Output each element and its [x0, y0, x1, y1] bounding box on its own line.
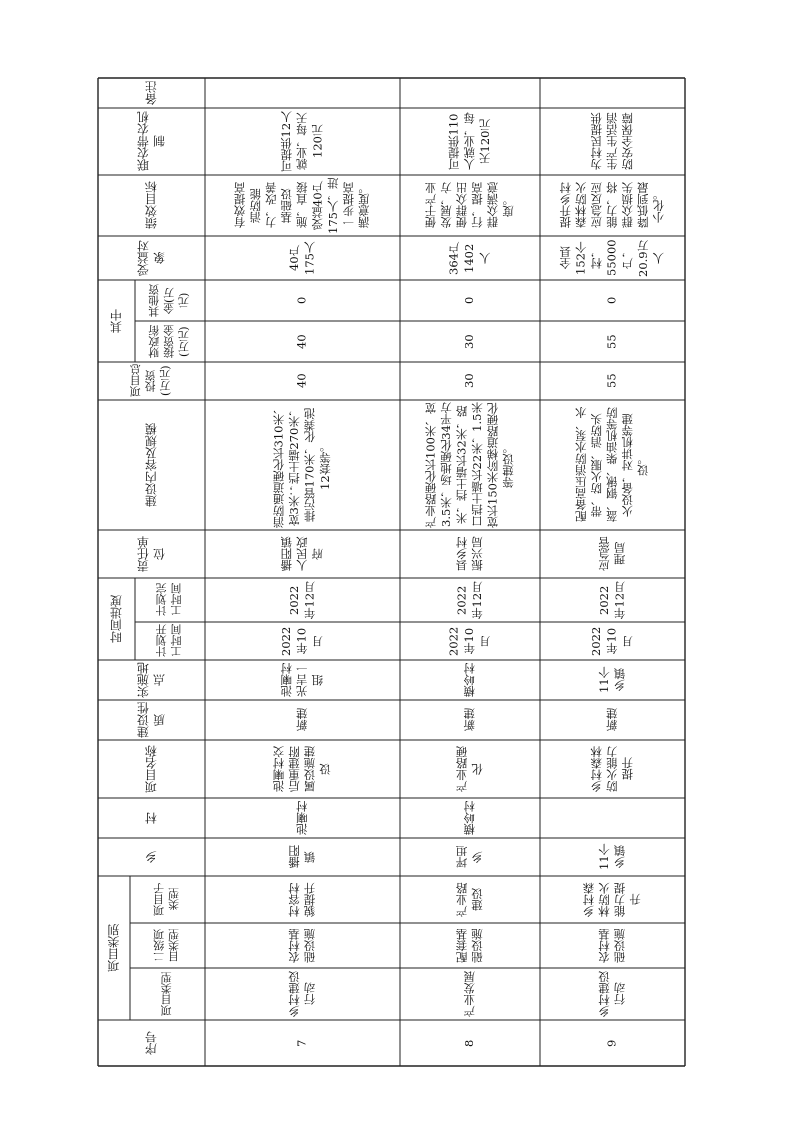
row-2-village: 横岭村	[462, 800, 477, 836]
header-sub2: 二级项目类型	[152, 929, 181, 962]
row-3-total: 55	[604, 373, 619, 389]
row-1-end: 2022年12月	[286, 581, 317, 619]
row-1-other: 0	[294, 296, 309, 305]
row-2-total: 30	[462, 373, 477, 389]
row-2-sub2: 配套基础设施	[454, 928, 484, 963]
row-1-remark	[207, 80, 398, 106]
row-2-location: 横岭村	[462, 662, 477, 698]
row-1-village: 池喇村	[294, 800, 309, 836]
header-location: 实施地点	[136, 662, 167, 698]
header-of-which: 其中	[109, 309, 124, 333]
row-2-subtype: 产业路建设	[454, 882, 484, 917]
row-3-name: 乡村森林防火能力提升	[589, 746, 635, 792]
row-3-end: 2022年12月	[596, 581, 627, 619]
header-mechanism: 联农带农机制	[136, 111, 167, 172]
row-2-start: 2022年10月	[446, 626, 492, 656]
row-1-total: 40	[294, 373, 309, 389]
row-1-subtype: 村容村貌提升	[286, 882, 317, 917]
row-3-subtype: 乡村森林防火能力提升	[581, 882, 643, 917]
header-village: 村	[144, 812, 159, 824]
row-2-beneficiaries: 364户1402人	[446, 241, 492, 275]
row-3-village	[542, 800, 683, 836]
row-1-seq: 7	[294, 1039, 309, 1047]
header-type: 项目类型	[160, 972, 174, 1016]
row-3-unit: 应急管理局	[596, 536, 627, 572]
row-1-type: 乡村建设行动	[286, 971, 317, 1017]
row-1-beneficiaries: 40户175人	[286, 241, 317, 275]
row-1-content: 消防通道硬化长310米、宽3米；挡土墙270米，排污管170米，化粪池12套等。	[271, 402, 333, 528]
header-goal: 绩效目标	[144, 181, 159, 230]
header-start: 计划开工时间	[155, 624, 183, 658]
row-3-other: 0	[604, 296, 619, 305]
row-3-sub2: 农村基础设施	[596, 928, 627, 963]
row-3-remark	[542, 80, 683, 106]
row-3-goal: 提升乡村森林防火应急反应能力，将群众损失降低到最小化。	[558, 182, 666, 229]
header-name: 项目名称	[144, 745, 159, 793]
row-1-goal: 有效提高消防能力，改善基础设施，直接受益40户175人，进一步提高满意度。	[232, 177, 371, 234]
header-nature: 建设性质	[136, 702, 167, 738]
row-2-name: 产业路硬化	[454, 746, 484, 792]
row-3-beneficiaries: 全县152个村，55000户，20.9万人	[558, 239, 666, 277]
row-2-fiscal: 30	[462, 334, 477, 349]
row-2-other: 0	[462, 296, 477, 305]
header-fiscal: 财政衔接资金(万元)	[147, 325, 191, 358]
row-2-end: 2022年12月	[454, 581, 484, 619]
row-2-seq: 8	[462, 1039, 477, 1047]
row-3-township: 11个乡镇	[596, 843, 627, 871]
header-total: 项目总投资(万元)	[129, 364, 172, 398]
header-other: 其他资金(万元)	[147, 284, 191, 317]
header-township: 乡	[144, 851, 159, 863]
header-unit: 责任单位	[136, 536, 167, 572]
row-2-content: 产业路硬化长100米、宽3.5米，场地硬化34平方米，挡土墙长32米，路口挡土墙长22米，1.5米宽长150米阶梯道路硬化等建设。	[423, 402, 516, 528]
row-3-seq: 9	[604, 1039, 619, 1047]
row-2-goal: 便于产业发展，方便群众出行，提高群众满意度。	[423, 182, 516, 229]
header-remark: 备注	[144, 81, 159, 105]
row-3-content: 配备高压消防水泵、水带、防火服、消防头盔、钢锹、柴油机等防火设备，对讲机等建设。	[573, 407, 650, 523]
header-seq: 序号	[144, 1031, 159, 1055]
row-2-nature: 新建	[462, 708, 477, 732]
row-1-fiscal: 40	[294, 334, 309, 349]
row-2-remark	[402, 80, 538, 106]
row-3-fiscal: 55	[604, 334, 619, 349]
row-1-location: 池喇村光吉一组	[279, 662, 325, 698]
header-schedule: 时间进度	[109, 595, 124, 643]
header-end: 计划完工时间	[155, 583, 183, 617]
row-1-unit: 播阳镇人民政府	[279, 536, 325, 572]
row-1-start: 2022年10月	[279, 626, 325, 656]
row-2-mechanism: 可提供110人就业，每天120元	[446, 112, 492, 171]
header-subtype: 项目子类型	[152, 883, 181, 916]
row-1-sub2: 农村基础设施	[286, 928, 317, 963]
row-1-name: 池喇村交后重建附属设施建设	[271, 746, 333, 792]
row-1-nature: 新建	[294, 708, 309, 732]
header-content: 建设内容及规模	[144, 423, 159, 507]
header-beneficiaries: 受益对象	[136, 240, 167, 276]
row-2-township: 坪坦乡	[454, 845, 484, 869]
row-1-township: 播阳镇	[286, 845, 317, 869]
row-3-location: 11个乡镇	[596, 666, 627, 694]
row-3-type: 乡村建设行动	[596, 971, 627, 1017]
row-2-type: 产业发展	[462, 971, 477, 1017]
row-3-start: 2022年10月	[589, 626, 635, 656]
row-2-unit: 县乡村振兴局	[454, 536, 484, 572]
row-1-mechanism: 可提供12人就业，每天120元	[279, 111, 325, 172]
row-3-mechanism: 为村民提供生产生活消防安全保障	[589, 112, 635, 171]
header-category-group: 项目类别	[106, 924, 121, 972]
row-3-nature: 新建	[604, 708, 619, 732]
